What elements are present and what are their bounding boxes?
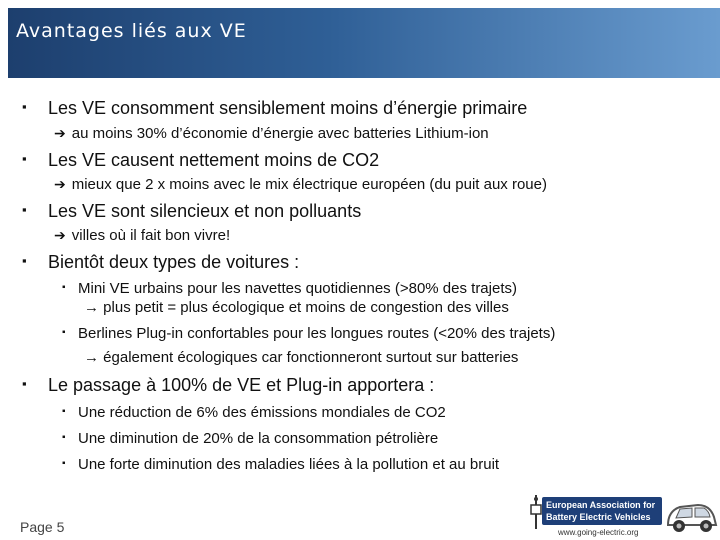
bullet-4-item-2-line2: également écologiques car fonctionneront surtout sur batteries [103, 349, 519, 366]
bullet-4-item-2-line1: Berlines Plug-in confortables pour les longues routes (<20% des trajets) [78, 325, 556, 342]
square-bullet-icon: ▪ [62, 432, 66, 443]
bullet-3-text: Les VE sont silencieux et non polluants [48, 201, 362, 221]
right-arrow-icon: → [84, 349, 99, 366]
bullet-3-sub-text: villes où il fait bon vivre! [71, 227, 231, 244]
bullet-4-item-1-line2: plus petit = plus écologique et moins de congestion des villes [103, 299, 509, 316]
square-bullet-icon: ▪ [22, 99, 27, 114]
bullet-5-text: Le passage à 100% de VE et Plug-in apportera : [48, 375, 435, 395]
page-number: Page 5 [20, 519, 65, 535]
bullet-4 [22, 252, 300, 273]
square-bullet-icon: ▪ [22, 151, 27, 166]
bullet-1-text: Les VE consomment sensiblement moins d’énergie primaire [48, 98, 528, 118]
bullet-1-sub [54, 125, 489, 142]
bullet-4-item-1-line1: Mini VE urbains pour les navettes quotidiennes (>80% des trajets) [78, 280, 517, 297]
bullet-4-item-2 [62, 325, 556, 342]
bullet-5 [22, 375, 435, 396]
bullet-4-item-1-cont [84, 299, 509, 316]
bullet-3-sub [54, 227, 230, 244]
bullet-5-item-1-text: Une réduction de 6% des émissions mondiales de CO2 [78, 404, 446, 421]
logo-box [542, 497, 662, 525]
eabev-logo [528, 487, 718, 539]
bullet-4-item-1 [62, 280, 517, 297]
square-bullet-icon: ▪ [62, 458, 66, 469]
square-bullet-icon: ▪ [22, 253, 27, 268]
bullet-2-sub [54, 176, 547, 193]
square-bullet-icon: ▪ [22, 376, 27, 391]
logo-line-2: Battery Electric Vehicles [546, 512, 651, 522]
bullet-5-item-3 [62, 456, 500, 473]
bullet-4-text: Bientôt deux types de voitures : [48, 252, 300, 272]
right-arrow-icon: → [84, 299, 99, 316]
logo-line-1: European Association for [546, 500, 656, 510]
bullet-5-item-3-text: Une forte diminution des maladies liées à la pollution et au bruit [78, 456, 500, 473]
slide-title: Avantages liés aux VE [16, 20, 247, 42]
square-bullet-icon: ▪ [22, 202, 27, 217]
bullet-3 [22, 201, 362, 222]
square-bullet-icon: ▪ [62, 327, 66, 338]
right-arrow-icon: ➔ [54, 227, 66, 243]
right-arrow-icon: ➔ [54, 125, 66, 141]
logo-url: www.going-electric.org [558, 528, 639, 537]
bullet-1-sub-text: au moins 30% d’économie d’énergie avec batteries Lithium-ion [71, 125, 489, 142]
bullet-5-item-2 [62, 430, 439, 447]
bullet-4-item-2-cont [84, 349, 518, 366]
bullet-5-item-1 [62, 404, 446, 421]
bullet-2-text: Les VE causent nettement moins de CO2 [48, 150, 380, 170]
bullet-2-sub-text: mieux que 2 x moins avec le mix électrique européen (du puit aux roue) [71, 176, 547, 193]
square-bullet-icon: ▪ [62, 282, 66, 293]
right-arrow-icon: ➔ [54, 176, 66, 192]
title-bar [8, 8, 720, 78]
bullet-1 [22, 98, 528, 119]
car-icon [664, 497, 718, 535]
bullet-5-item-2-text: Une diminution de 20% de la consommation pétrolière [78, 430, 439, 447]
bullet-2 [22, 150, 380, 171]
square-bullet-icon: ▪ [62, 406, 66, 417]
